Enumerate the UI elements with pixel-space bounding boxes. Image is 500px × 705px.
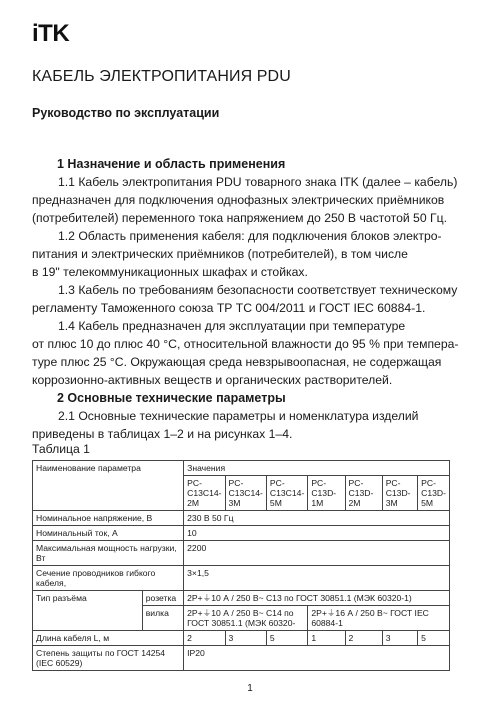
value-cell: 5 (418, 631, 450, 646)
text-line: 1.4 Кабель предназначен для эксплуатации при температуре (58, 319, 406, 333)
document-title: КАБЕЛЬ ЭЛЕКТРОПИТАНИЯ PDU (32, 68, 291, 85)
text-line: 1.1 Кабель электропитания PDU товарного знака ITK (далее – кабель) (58, 175, 458, 189)
model-cell: PC-C13C14-3M (225, 476, 266, 511)
model-cell: PC-C13D-2M (345, 476, 382, 511)
text-line: 1.3 Кабель по требованиям безопасности соответствует техническому (58, 283, 458, 297)
text-line: регламенту Таможенного союза ТР ТС 004/2011 и ГОСТ IEC 60884-1. (32, 301, 426, 316)
value-cell: 3×1,5 (184, 566, 450, 591)
model-cell: PC-C13C14-5M (266, 476, 307, 511)
model-cell: PC-C13D-3M (382, 476, 417, 511)
value-cell: 2Р+⏚10 А / 250 В~ С14 по ГОСТ 30851.1 (МЭК 60320- (184, 606, 308, 631)
value-cell: 3 (225, 631, 266, 646)
text-line: приведены в таблицах 1–2 и на рисунках 1–4. (32, 427, 293, 442)
text-line: питания и электрических приёмников (потребителей), в том числе (32, 247, 408, 262)
values-header-cell: Значения (184, 461, 450, 476)
text-line: в 19" телекоммуникационных шкафах и стойках. (32, 265, 308, 280)
table-row (33, 646, 450, 671)
text-line: 2.1 Основные технические параметры и номенклатура изделий (58, 409, 419, 423)
table-row (33, 511, 450, 526)
model-cell: PC-C13C14-2M (184, 476, 225, 511)
paragraph-2-1 (32, 407, 470, 443)
value-cell: 2 (345, 631, 382, 646)
param-label-cell: Максимальная мощность нагрузки, Вт (33, 541, 184, 566)
text-line: (потребителей) переменного тока напряжением до 250 В частотой 50 Гц. (32, 211, 447, 226)
paragraph-1-3 (32, 281, 470, 317)
value-cell: 2Р+⏚10 А / 250 В~ С13 по ГОСТ 30851.1 (МЭК 60320-1) (184, 591, 450, 606)
text-line: коррозионно-активных веществ и органических растворителей. (32, 373, 393, 388)
value-cell: 230 В 50 Гц (184, 511, 450, 526)
value-cell: IP20 (184, 646, 450, 671)
text-line: предназначен для подключения однофазных электрических приёмников (32, 193, 445, 208)
text-line: 1.2 Область применения кабеля: для подключения блоков электро- (58, 229, 442, 243)
param-label-cell: Номинальный ток, А (33, 526, 184, 541)
param-label-cell: Тип разъёма (33, 591, 143, 631)
paragraph-1-1 (32, 173, 470, 227)
param-header-cell: Наименование параметра (33, 461, 184, 511)
value-cell: 2200 (184, 541, 450, 566)
text-line: туре плюс 25 °С. Окружающая среда невзрывоопасная, не содержащая (32, 355, 442, 370)
section-1-heading: 1 Назначение и область применения (57, 157, 286, 171)
table-row (33, 631, 450, 646)
sub-label-cell: вилка (142, 606, 183, 631)
param-label-cell: Номинальное напряжение, В (33, 511, 184, 526)
paragraph-1-4 (32, 317, 470, 389)
sub-label-cell: розетка (142, 591, 183, 606)
table-row (33, 526, 450, 541)
text-line: от плюс 10 до плюс 40 °С, относительной влажности до 95 % при темпера- (32, 337, 459, 352)
param-label-cell: Сечение проводников гибкого кабеля, (33, 566, 184, 591)
table-row (33, 591, 450, 606)
table-caption: Таблица 1 (32, 442, 90, 456)
section-2-heading: 2 Основные технические параметры (57, 391, 286, 405)
value-cell: 2Р+⏚16 А / 250 В~ ГОСТ IEC 60884-1 (308, 606, 450, 631)
model-cell: PC-C13D-5M (418, 476, 450, 511)
page-number: 1 (247, 683, 253, 694)
itk-logo: iTK (32, 20, 70, 47)
model-cell: PC-C13D-1M (308, 476, 345, 511)
value-cell: 1 (308, 631, 345, 646)
param-label-cell: Степень защиты по ГОСТ 14254 (IEC 60529) (33, 646, 184, 671)
value-cell: 3 (382, 631, 417, 646)
value-cell: 5 (266, 631, 307, 646)
table-row (33, 541, 450, 566)
table-row (33, 566, 450, 591)
table-row (33, 461, 450, 476)
parameters-table (32, 460, 450, 671)
document-subtitle: Руководство по эксплуатации (32, 106, 220, 120)
param-label-cell: Длина кабеля L, м (33, 631, 184, 646)
value-cell: 10 (184, 526, 450, 541)
paragraph-1-2 (32, 227, 470, 281)
value-cell: 2 (184, 631, 225, 646)
